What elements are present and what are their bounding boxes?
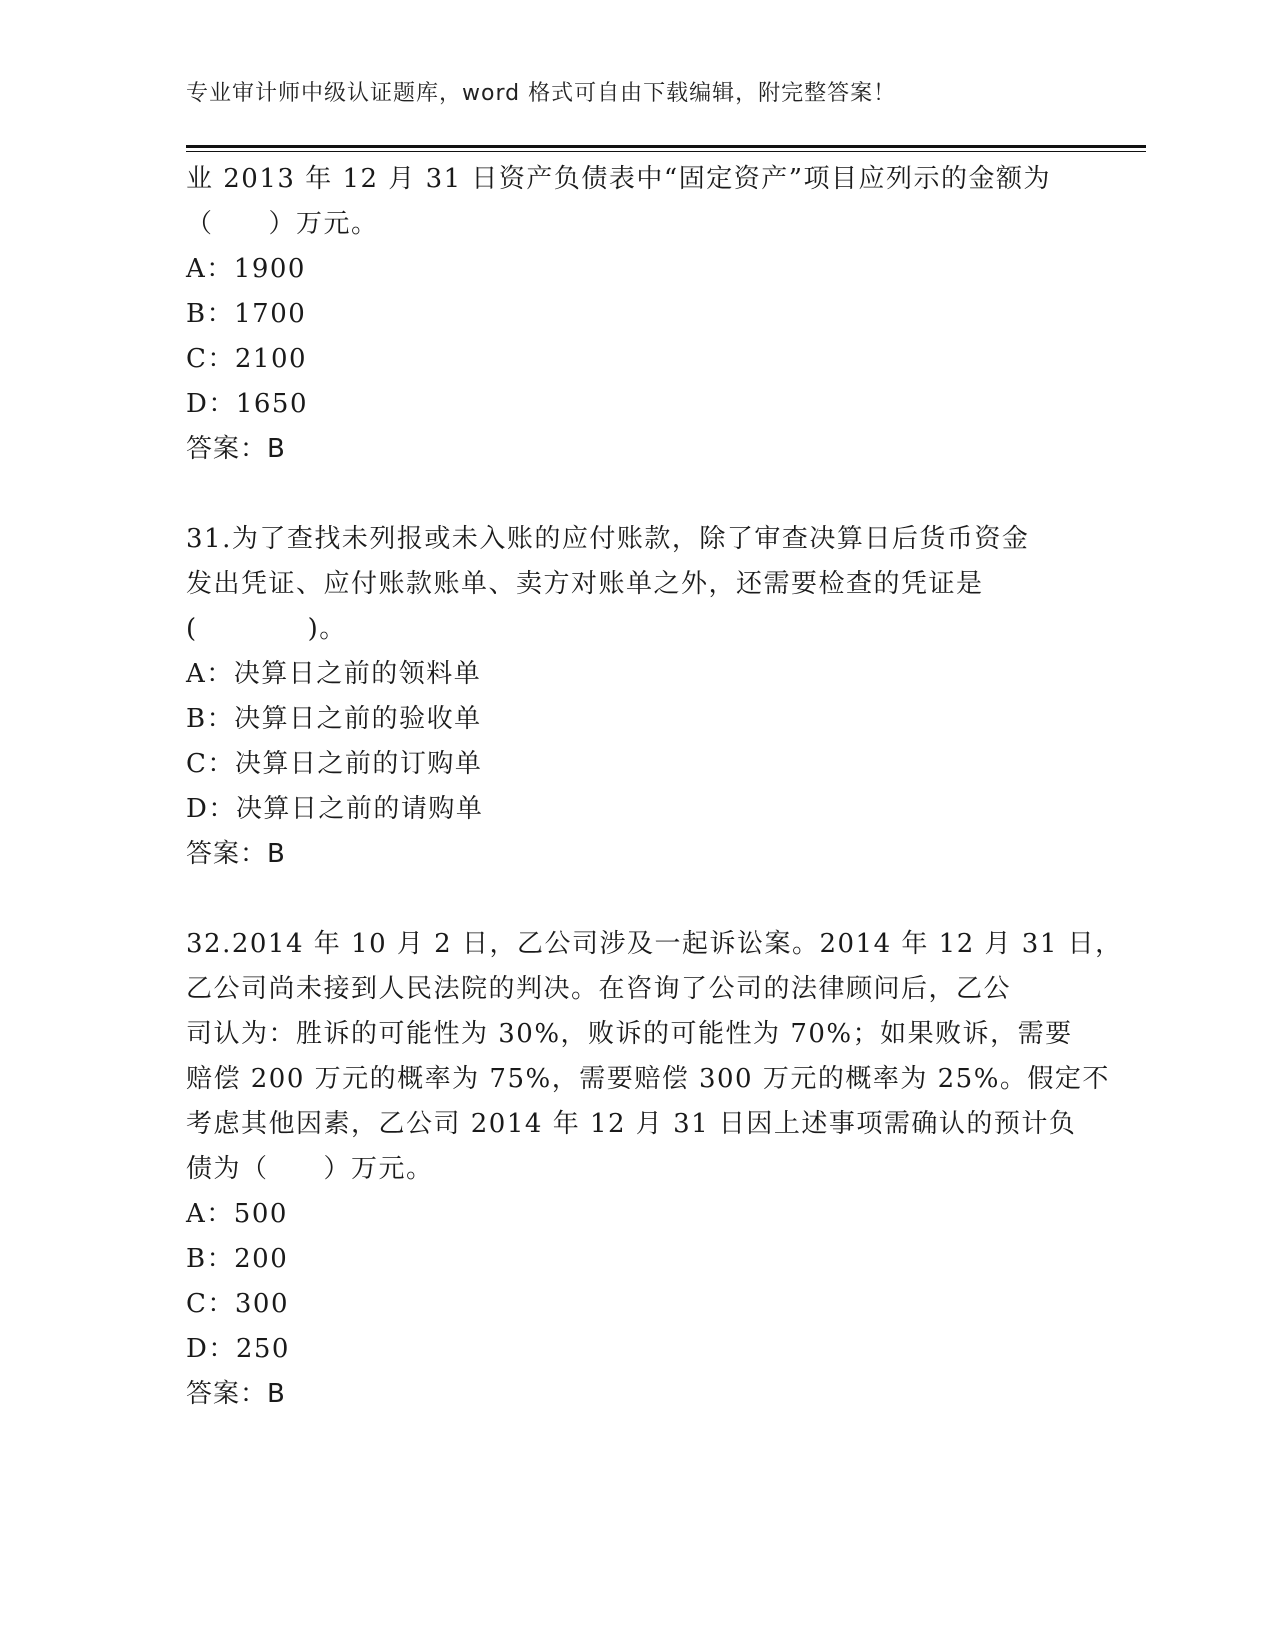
option-c: C：300 bbox=[186, 1289, 290, 1319]
question-stem-line: 发出凭证、应付账款账单、卖方对账单之外，还需要检查的凭证是 bbox=[186, 569, 984, 599]
question-list bbox=[186, 157, 1123, 1417]
header-rule-thick bbox=[186, 145, 1146, 148]
question-block bbox=[186, 922, 1123, 1417]
option-d: D：1650 bbox=[186, 389, 309, 419]
question-stem-line: 31.为了查找未列报或未入账的应付账款，除了审查决算日后货币资金 bbox=[186, 524, 1030, 554]
question-block bbox=[186, 157, 1066, 472]
option-d: D：250 bbox=[186, 1334, 290, 1364]
option-d: D：决算日之前的请购单 bbox=[186, 794, 484, 824]
question-stem-line: 赔偿 200 万元的概率为 75%，需要赔偿 300 万元的概率为 25%。假定不 bbox=[186, 1064, 1110, 1094]
option-b: B：决算日之前的验收单 bbox=[186, 704, 482, 734]
question-block bbox=[186, 517, 1066, 877]
question-stem-line: 业 2013 年 12 月 31 日资产负债表中“固定资产”项目应列示的金额为 bbox=[186, 164, 1052, 194]
spacer bbox=[186, 472, 1066, 517]
option-a: A：1900 bbox=[186, 254, 306, 284]
question-stem-line: 债为（ ）万元。 bbox=[186, 1154, 434, 1184]
header-rule-thin bbox=[186, 151, 1146, 152]
question-stem-line: 考虑其他因素，乙公司 2014 年 12 月 31 日因上述事项需确认的预计负 bbox=[186, 1109, 1077, 1139]
question-stem-line: 乙公司尚未接到人民法院的判决。在咨询了公司的法律顾问后，乙公 bbox=[186, 974, 1012, 1004]
question-stem-line: （ ）万元。 bbox=[186, 209, 379, 239]
question-stem-line: 司认为：胜诉的可能性为 30%，败诉的可能性为 70%；如果败诉，需要 bbox=[186, 1019, 1073, 1049]
answer-line: 答案：B bbox=[186, 434, 286, 464]
option-b: B：200 bbox=[186, 1244, 289, 1274]
answer-line: 答案：B bbox=[186, 1379, 286, 1409]
option-c: C：决算日之前的订购单 bbox=[186, 749, 483, 779]
option-c: C：2100 bbox=[186, 344, 308, 374]
question-stem-line: 32.2014 年 10 月 2 日，乙公司涉及一起诉讼案。2014 年 12 月 31 日， bbox=[186, 929, 1123, 959]
option-a: A：决算日之前的领料单 bbox=[186, 659, 482, 689]
question-stem-line: ( )。 bbox=[186, 614, 347, 644]
option-a: A：500 bbox=[186, 1199, 288, 1229]
page-header: 专业审计师中级认证题库，word 格式可自由下载编辑，附完整答案！ bbox=[186, 81, 897, 106]
answer-line: 答案：B bbox=[186, 839, 286, 869]
spacer bbox=[186, 877, 1066, 922]
option-b: B：1700 bbox=[186, 299, 307, 329]
